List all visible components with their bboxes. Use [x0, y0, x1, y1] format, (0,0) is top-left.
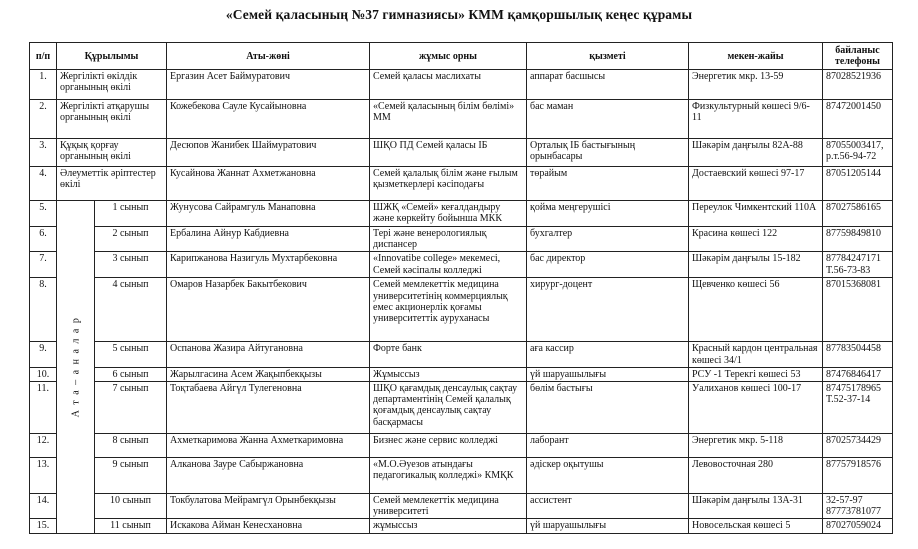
header-work: жұмыс орны — [370, 43, 527, 70]
phone-cell: 32-57-97 87773781077 — [823, 494, 893, 519]
phone-cell: 87476846417 — [823, 367, 893, 381]
address-cell: РСУ -1 Терекгі көшесі 53 — [689, 367, 823, 381]
phone-cell: 87028521936 — [823, 70, 893, 100]
address-cell: Шәкәрім даңғылы 13А-31 — [689, 494, 823, 519]
header-row — [30, 43, 893, 70]
row-number: 6. — [30, 227, 57, 252]
address-cell: Шәкәрім даңғылы 82А-88 — [689, 139, 823, 167]
row-number: 14. — [30, 494, 57, 519]
address-cell: Энергетик мкр. 13-59 — [689, 70, 823, 100]
structure-cell: Құқық қорғау органының өкілі — [57, 139, 167, 167]
phone-cell: 87025734429 — [823, 434, 893, 458]
class-cell: 11 сынып — [95, 519, 167, 533]
name-cell: Ахметкаримова Жанна Ахметкаримовна — [167, 434, 370, 458]
name-cell: Ербалина Айнур Кабдиевна — [167, 227, 370, 252]
phone-cell: 87475178965 Т.52-37-14 — [823, 382, 893, 434]
structure-cell: Жергілікті өкілдік органының өкілі — [57, 70, 167, 100]
position-cell: лаборант — [527, 434, 689, 458]
row-number: 2. — [30, 100, 57, 139]
header-phone: байланыс телефоны — [823, 43, 893, 70]
table-row — [30, 227, 893, 252]
class-cell: 8 сынып — [95, 434, 167, 458]
position-cell: әдіскер оқытушы — [527, 458, 689, 494]
row-number: 13. — [30, 458, 57, 494]
header-address: мекен-жайы — [689, 43, 823, 70]
row-number: 12. — [30, 434, 57, 458]
work-cell: Бизнес және сервис колледжі — [370, 434, 527, 458]
phone-cell: 87015368081 — [823, 278, 893, 342]
work-cell: ШЖҚ «Семей» кеғалдандыру және көркейту бойынша МКК — [370, 201, 527, 227]
phone-cell: 87784247171 Т.56-73-83 — [823, 252, 893, 278]
class-cell: 10 сынып — [95, 494, 167, 519]
class-cell: 3 сынып — [95, 252, 167, 278]
position-cell: үй шаруашылығы — [527, 367, 689, 381]
row-number: 4. — [30, 167, 57, 201]
address-cell: Энергетик мкр. 5-118 — [689, 434, 823, 458]
work-cell: Форте банк — [370, 342, 527, 367]
table-row — [30, 167, 893, 201]
row-number: 1. — [30, 70, 57, 100]
position-cell: хирург-доцент — [527, 278, 689, 342]
position-cell: үй шаруашылығы — [527, 519, 689, 533]
row-number: 3. — [30, 139, 57, 167]
position-cell: бөлім бастығы — [527, 382, 689, 434]
class-cell: 6 сынып — [95, 367, 167, 381]
header-position: қызметі — [527, 43, 689, 70]
row-number: 8. — [30, 278, 57, 342]
table-row — [30, 252, 893, 278]
address-cell: Шәкәрім даңғылы 15-182 — [689, 252, 823, 278]
structure-cell: Әлеуметтік әріптестер өкілі — [57, 167, 167, 201]
work-cell: ШҚО қағамдық денсаулық сақтау департаментінің Семей қалалық қоғамдық денсаулық сақтау басқармасы — [370, 382, 527, 434]
work-cell: «Семей қаласының білім бөлімі» ММ — [370, 100, 527, 139]
parents-label: А т а – а н а л а р — [69, 316, 81, 418]
work-cell: Семей мемлекеттік медицина университеті — [370, 494, 527, 519]
work-cell: Семей қаласы маслихаты — [370, 70, 527, 100]
table-row — [30, 434, 893, 458]
row-number: 10. — [30, 367, 57, 381]
header-num: п/п — [30, 43, 57, 70]
position-cell: бас директор — [527, 252, 689, 278]
phone-cell: 87472001450 — [823, 100, 893, 139]
table-row — [30, 278, 893, 342]
address-cell: Красина көшесі 122 — [689, 227, 823, 252]
name-cell: Кусайнова Жаннат Ахметжановна — [167, 167, 370, 201]
structure-cell: Жергілікті атқарушы органының өкілі — [57, 100, 167, 139]
header-name: Аты-жөні — [167, 43, 370, 70]
position-cell: ассистент — [527, 494, 689, 519]
work-cell: «М.О.Әуезов атындағы педагогикалық колледжі» КМҚК — [370, 458, 527, 494]
position-cell: бас маман — [527, 100, 689, 139]
table-row — [30, 382, 893, 434]
position-cell: қойма меңгерушісі — [527, 201, 689, 227]
position-cell: Орталық ІБ бастығының орынбасары — [527, 139, 689, 167]
name-cell: Оспанова Жазира Айтугановна — [167, 342, 370, 367]
class-cell: 1 сынып — [95, 201, 167, 227]
name-cell: Искакова Айман Кенесхановна — [167, 519, 370, 533]
work-cell: «Innovatibe college» мекемесі, Семей кәсіпалы колледжі — [370, 252, 527, 278]
address-cell: Уалиханов көшесі 100-17 — [689, 382, 823, 434]
name-cell: Тоқтабаева Айгүл Тулегеновна — [167, 382, 370, 434]
class-cell: 4 сынып — [95, 278, 167, 342]
address-cell: Красный кардон центральная көшесі 34/1 — [689, 342, 823, 367]
name-cell: Жунусова Сайрамгуль Манаповна — [167, 201, 370, 227]
name-cell: Омаров Назарбек Бакытбекович — [167, 278, 370, 342]
address-cell: Физкультурный көшесі 9/6-11 — [689, 100, 823, 139]
table-row — [30, 139, 893, 167]
table-row — [30, 201, 893, 227]
header-structure: Құрылымы — [57, 43, 167, 70]
parents-group-cell — [57, 201, 95, 534]
row-number: 11. — [30, 382, 57, 434]
phone-cell: 87027059024 — [823, 519, 893, 533]
work-cell: Жұмыссыз — [370, 367, 527, 381]
name-cell: Карипжанова Назигуль Мухтарбековна — [167, 252, 370, 278]
name-cell: Ергазин Асет Баймуратович — [167, 70, 370, 100]
document-title: «Семей қаласының №37 гимназиясы» КММ қамқоршылық кеңес құрамы — [225, 7, 693, 22]
position-cell: аппарат басшысы — [527, 70, 689, 100]
address-cell: Переулок Чимкентский 110А — [689, 201, 823, 227]
phone-cell: 87759849810 — [823, 227, 893, 252]
address-cell: Достаевский көшесі 97-17 — [689, 167, 823, 201]
phone-cell: 87051205144 — [823, 167, 893, 201]
table-row — [30, 367, 893, 381]
phone-cell: 87757918576 — [823, 458, 893, 494]
class-cell: 2 сынып — [95, 227, 167, 252]
class-cell: 5 сынып — [95, 342, 167, 367]
table-row — [30, 519, 893, 533]
name-cell: Кожебекова Сауле Кусайыновна — [167, 100, 370, 139]
position-cell: бухгалтер — [527, 227, 689, 252]
table-row — [30, 458, 893, 494]
position-cell: төрайым — [527, 167, 689, 201]
table-row — [30, 100, 893, 139]
row-number: 15. — [30, 519, 57, 533]
phone-cell: 87027586165 — [823, 201, 893, 227]
address-cell: Щевченко көшесі 56 — [689, 278, 823, 342]
row-number: 5. — [30, 201, 57, 227]
table-row — [30, 494, 893, 519]
work-cell: Семей қалалық білім және ғылым қызметкерлері кәсіподағы — [370, 167, 527, 201]
class-cell: 7 сынып — [95, 382, 167, 434]
row-number: 9. — [30, 342, 57, 367]
position-cell: аға кассир — [527, 342, 689, 367]
work-cell: Тері және венерологиялық диспансер — [370, 227, 527, 252]
phone-cell: 87783504458 — [823, 342, 893, 367]
table-row — [30, 342, 893, 367]
address-cell: Новосельская көшесі 5 — [689, 519, 823, 533]
name-cell: Алканова Зауре Сабыржановна — [167, 458, 370, 494]
work-cell: жұмыссыз — [370, 519, 527, 533]
work-cell: ШҚО ПД Семей қаласы ІБ — [370, 139, 527, 167]
name-cell: Десюпов Жанибек Шаймуратович — [167, 139, 370, 167]
work-cell: Семей мемлекеттік медицина университетінің коммерциялық емес акционерлік қоғамы университеттік ауруханасы — [370, 278, 527, 342]
board-members-table — [29, 42, 893, 534]
address-cell: Левовосточная 280 — [689, 458, 823, 494]
name-cell: Токбулатова Мейрамгүл Орынбекқызы — [167, 494, 370, 519]
class-cell: 9 сынып — [95, 458, 167, 494]
name-cell: Жарылгасина Асем Жақыпбекқызы — [167, 367, 370, 381]
phone-cell: 87055003417, р.т.56-94-72 — [823, 139, 893, 167]
row-number: 7. — [30, 252, 57, 278]
table-row — [30, 70, 893, 100]
